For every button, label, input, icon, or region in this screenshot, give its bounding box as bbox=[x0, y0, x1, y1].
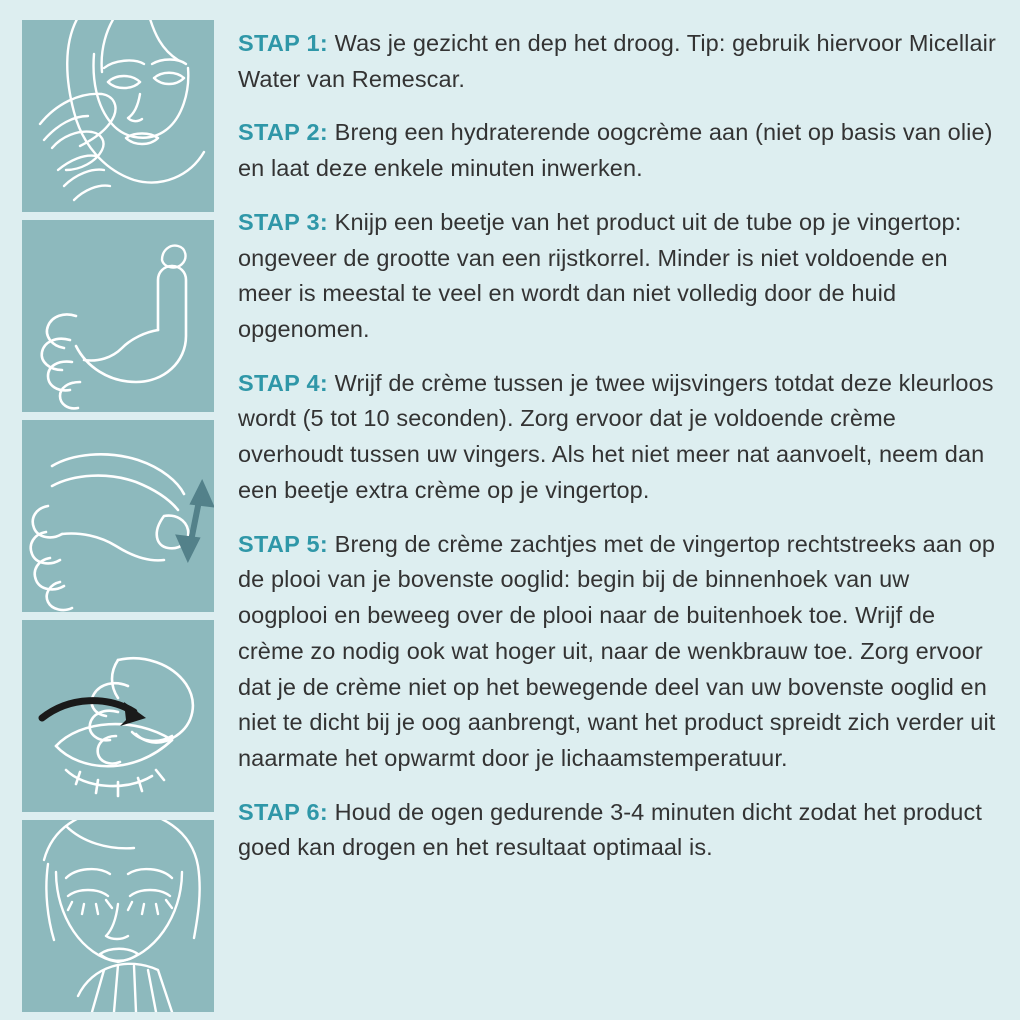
illustration-rub-fingertips bbox=[22, 420, 214, 612]
step-4-label: STAP 4: bbox=[238, 369, 329, 396]
step-5-label: STAP 5: bbox=[238, 530, 329, 557]
step-1 bbox=[238, 26, 996, 97]
step-6-label: STAP 6: bbox=[238, 798, 329, 825]
step-5 bbox=[238, 527, 996, 777]
steps-column bbox=[214, 20, 996, 1000]
step-6 bbox=[238, 795, 996, 866]
step-1-label: STAP 1: bbox=[238, 30, 329, 56]
illustration-wash-face bbox=[22, 20, 214, 212]
illustration-close-eyes-dry bbox=[22, 820, 214, 1012]
step-6-text: Houd de ogen gedurende 3-4 minuten dicht zodat het product goed kan drogen en het resultaat optimaal is. bbox=[238, 798, 982, 861]
step-4 bbox=[238, 366, 996, 509]
illustration-column bbox=[22, 20, 214, 1000]
step-3 bbox=[238, 205, 996, 348]
step-1-text: Was je gezicht en dep het droog. Tip: gebruik hiervoor Micellair Water van Remescar. bbox=[238, 30, 996, 92]
step-4-text: Wrijf de crème tussen je twee wijsvingers totdat deze kleurloos wordt (5 tot 10 seconden). Zorg ervoor dat je voldoende crème overhoudt tussen uw vingers. Als het niet meer nat aanvoelt, neem dan een beetje extra crème op je vingertop. bbox=[238, 369, 994, 503]
step-3-text: Knijp een beetje van het product uit de tube op je vingertop: ongeveer de grootte van een rijstkorrel. Minder is niet voldoende en meer is meestal te veel en wordt dan niet volledig door de huid opgenomen. bbox=[238, 208, 962, 343]
step-2-text: Breng een hydraterende oogcrème aan (niet op basis van olie) en laat deze enkele minuten inwerken. bbox=[238, 119, 993, 182]
illustration-rice-grain-fingertip bbox=[22, 220, 214, 412]
step-2 bbox=[238, 115, 996, 186]
illustration-apply-eyelid bbox=[22, 620, 214, 812]
step-5-text: Breng de crème zachtjes met de vingertop rechtstreeks aan op de plooi van je bovenste ooglid: begin bij de binnenhoek van uw oogplooi en beweeg over de plooi naar de buitenhoek toe. Wrijf de crème zo nodig ook wat hoger uit, naar de wenkbrauw toe. Zorg ervoor dat je de crème niet op het bewegende deel van uw bovenste ooglid en niet te dicht bij je oog aanbrengt, want het product spreidt zich verder uit naarmate het opwarmt door je lichaamstemperatuur. bbox=[238, 530, 996, 771]
step-3-label: STAP 3: bbox=[238, 208, 329, 235]
step-2-label: STAP 2: bbox=[238, 119, 329, 146]
